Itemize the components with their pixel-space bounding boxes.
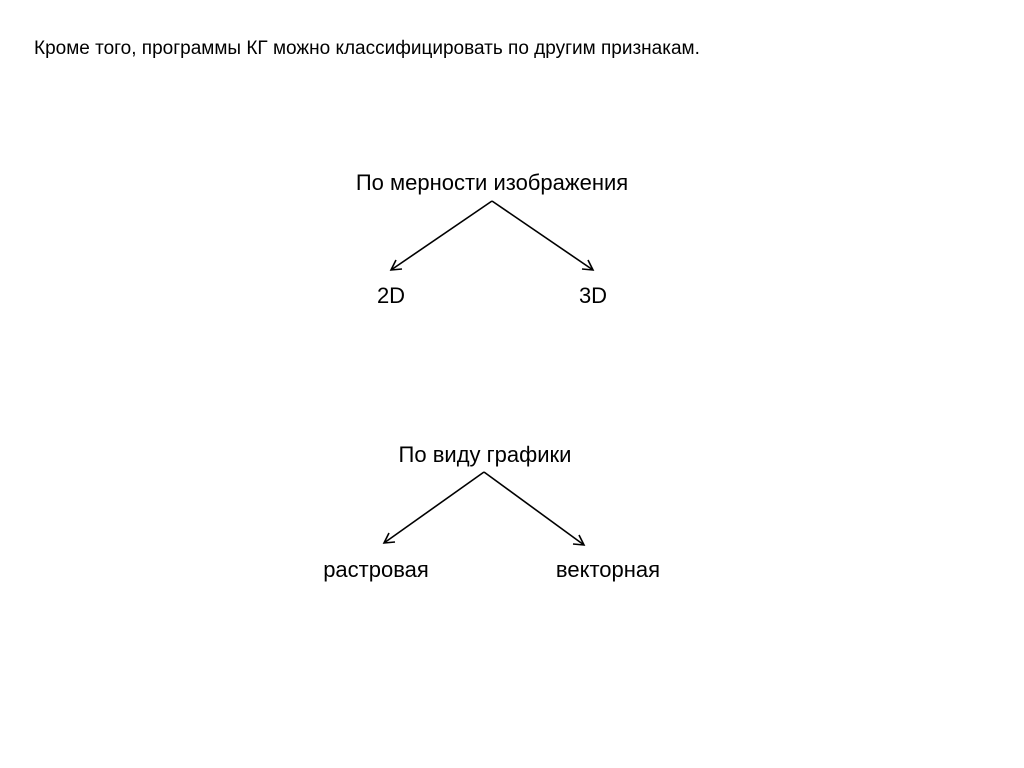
edge-dimension-to-3d — [492, 201, 593, 270]
edge-graphics-to-vector — [484, 472, 584, 545]
intro-text: Кроме того, программы КГ можно классифицировать по другим признакам. — [34, 38, 700, 59]
edge-dimension-to-2d — [391, 201, 492, 270]
node-dimension-root: По мерности изображения — [355, 170, 629, 195]
edge-graphics-to-raster — [384, 472, 484, 543]
node-3d: 3D — [578, 283, 608, 308]
node-raster: растровая — [323, 557, 429, 582]
node-vector: векторная — [555, 557, 661, 582]
node-graphics-root: По виду графики — [398, 442, 572, 467]
node-2d: 2D — [376, 283, 406, 308]
